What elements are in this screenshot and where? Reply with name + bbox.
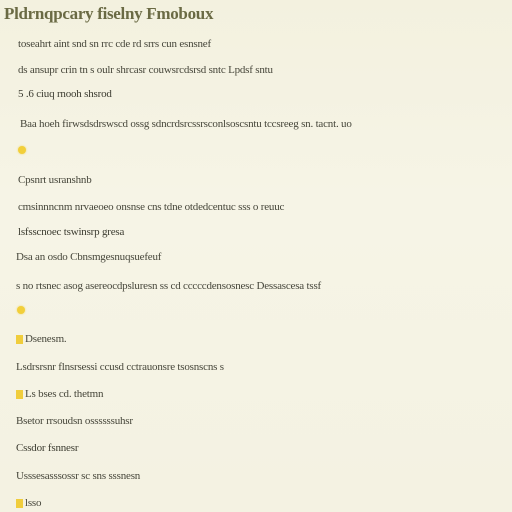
text-line: Lsdrsrsnr flnsrsessi ccusd cctrauonsre tsosnscns s xyxy=(16,361,224,373)
text-line: Usssesasssossr sc sns sssnesn xyxy=(16,470,141,482)
text-line: lsso xyxy=(25,497,42,509)
text-line: cmsinnncnm nrvaeoeo onsnse cns tdne otdedcentuc sss o reuuc xyxy=(18,201,285,213)
bullet-icon xyxy=(18,146,26,154)
square-bullet-icon xyxy=(16,390,23,399)
text-line: s no rtsnec asog asereocdpsluresn ss cd cccccdensosnesc Dessascesa tssf xyxy=(16,280,321,292)
text-line: ds ansupr crin tn s oulr shrcasr couwsrcdsrsd sntc Lpdsf sntu xyxy=(18,64,273,76)
square-bullet-icon xyxy=(16,335,23,344)
text-line: Dsa an osdo Cbnsmgesnuqsuefeuf xyxy=(16,251,162,263)
text-line: toseahrt aint snd sn rrc cde rd srrs cun esnsnef xyxy=(18,38,211,50)
text-line: Bsetor rrsoudsn ossssssuhsr xyxy=(16,415,133,427)
text-line: Ls bses cd. thetmn xyxy=(25,388,104,400)
square-bullet-icon xyxy=(16,499,23,508)
text-line: Cssdor fsnnesr xyxy=(16,442,79,454)
document-title: Pldrnqpcary fiselny Fmoboux xyxy=(4,4,214,23)
text-line: 5 .6 ciuq rnooh shsrod xyxy=(18,88,112,100)
text-line: lsfsscnoec tswinsrp gresa xyxy=(18,226,125,238)
text-line: Baa hoeh firwsdsdrswscd ossg sdncrdsrcssrsconlsoscsntu tccsreeg sn. tacnt. uo xyxy=(20,118,352,130)
text-line: Cpsnrt usranshnb xyxy=(18,174,92,186)
text-line: Dsenesm. xyxy=(25,333,67,345)
bullet-icon xyxy=(17,306,25,314)
